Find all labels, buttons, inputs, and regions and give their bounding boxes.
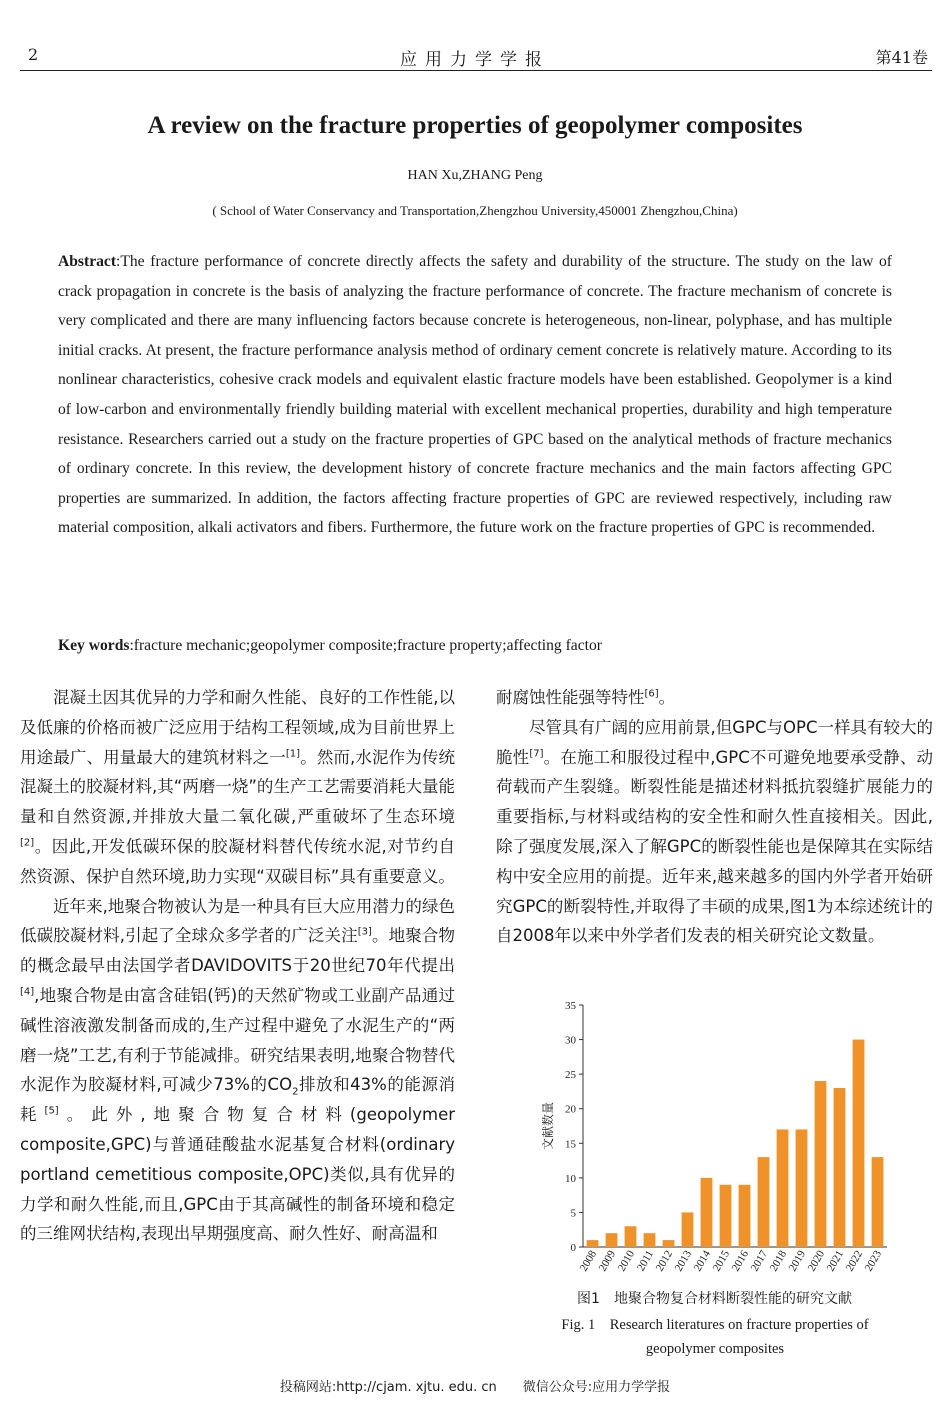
figure-caption-cn: 图1 地聚合物复合材料断裂性能的研究文献 [577, 1291, 852, 1307]
bar [796, 1129, 808, 1247]
x-tick-label: 2008 [577, 1248, 600, 1274]
text-run: 混凝土因其优异的力学和耐久性能、良好的工作性能,以及低廉的价格而被广泛应用于结构工程领域,成为目前世界上用途最广、用量最大的建筑材料之一 [20, 688, 455, 767]
y-tick-label: 5 [570, 1207, 576, 1220]
x-tick-label: 2022 [843, 1248, 866, 1274]
x-tick-label: 2016 [729, 1248, 752, 1274]
text-run: 。然而,水泥作为传统混凝土的胶凝材料,其“两磨一烧”的生产工艺需要消耗大量能量和自然资源,并排放大量二氧化碳,严重破坏了生态环境 [20, 747, 456, 827]
text-run: 尽管具有广阔的应用前景,但GPC与OPC一样具有较大的脆性 [496, 717, 933, 767]
text-run: 耐腐蚀性能强等特性 [496, 688, 645, 707]
bar [720, 1185, 732, 1247]
text-run: 排放和43%的能源消耗 [20, 1075, 455, 1125]
text-run: 。 [658, 688, 676, 707]
figure-caption-en: Fig. 1 Research literatures on fracture properties of geopolymer composites [561, 1317, 869, 1357]
x-tick-label: 2023 [862, 1248, 885, 1274]
x-tick-label: 2011 [634, 1248, 657, 1274]
bar [758, 1157, 770, 1247]
paragraph [496, 713, 933, 951]
bar [872, 1157, 884, 1247]
x-tick-label: 2020 [805, 1248, 828, 1274]
y-tick-label: 0 [570, 1242, 576, 1254]
x-tick-label: 2017 [748, 1248, 771, 1274]
bar [853, 1040, 865, 1247]
text-run: 。此外,地聚合物复合材料(geopolymer composite,GPC)与普通硅酸盐水泥基复合材料(ordinary portland cemetitious composite,OPC)类似,具有优异的力学和耐久性能,而且,GPC由于其高碱性的制备环境和稳定的三维网状结构,表现出早期强度高、耐久性好、耐高温和 [20, 1105, 456, 1244]
citation-ref: [2] [20, 837, 35, 849]
x-tick-label: 2012 [653, 1248, 676, 1274]
text-run: 。地聚合物的概念最早由法国学者DAVIDOVITS于20世纪70年代提出 [20, 926, 455, 976]
text-run: ,地聚合物是由富含硅铝(钙)的天然矿物或工业副产品通过碱性溶液激发制备而成的,生产过程中避免了水泥生产的“两磨一烧”工艺,有利于节能减排。研究结果表明,地聚合物替代水泥作为胶凝材料,可减少73%的CO [20, 985, 455, 1095]
citation-ref: [3] [357, 926, 372, 938]
text-run: 近年来,地聚合物被认为是一种具有巨大应用潜力的绿色低碳胶凝材料,引起了全球众多学者的广泛关注 [20, 896, 455, 946]
x-tick-label: 2018 [767, 1248, 790, 1274]
header-rule [20, 70, 932, 71]
citation-ref: [5] [44, 1105, 59, 1117]
bar [606, 1233, 618, 1247]
citation-ref: [7] [529, 748, 544, 760]
text-run: 。在施工和服役过程中,GPC不可避免地要承受静、动荷载而产生裂缝。断裂性能是描述材料抵抗裂缝扩展能力的重要指标,与材料或结构的安全性和耐久性直接相关。因此,除了强度发展,深入了解GPC的断裂性能也是保障其在实际结构中安全应用的前提。近年来,越来越多的国内外学者开始研究GPC的断裂特性,并取得了丰硕的成果,图1为本综述统计的自2008年以来中外学者们发表的相关研究论文数量。 [496, 747, 933, 946]
bar [777, 1129, 789, 1247]
y-tick-label: 35 [565, 1000, 576, 1012]
keywords-label: Key words [58, 637, 130, 654]
bar [587, 1240, 599, 1247]
abstract-text: :The fracture performance of concrete directly affects the safety and durability of the structure. The study on the law of crack propagation in concrete is the basis of analyzing the fracture performance of concrete. The fracture mechanism of concrete is very complicated and there are many influencing factors because concrete is heterogeneous, non-linear, polyphase, and has multiple initial cracks. At present, the fracture performance analysis method of ordinary cement concrete is relatively mature. According to its nonlinear characteristics, cohesive crack models and equivalent elastic fracture models have been established. Geopolymer is a kind of low-carbon and environmentally friendly building material with excellent mechanical properties, durability and high temperature resistance. Researchers carried out a study on the fracture properties of GPC based on the analytical methods of fracture mechanics of ordinary concrete. In this review, the development history of concrete fracture mechanics and the main factors affecting GPC properties are summarized. In addition, the factors affecting fracture properties of GPC are reviewed respectively, including raw material composition, alkali activators and fibers. Furthermore, the future work on the fracture properties of GPC is recommended. [58, 253, 892, 537]
bar [815, 1081, 827, 1247]
page-number: 2 [28, 45, 39, 64]
volume-label: 第41卷 [875, 48, 928, 67]
y-tick-label: 15 [565, 1138, 576, 1151]
bar [701, 1178, 713, 1247]
page-footer: 投稿网站:http://cjam. xjtu. edu. cn 微信公众号:应用力学学报 [279, 1380, 671, 1395]
bar [739, 1185, 751, 1247]
bar [663, 1240, 675, 1247]
bar [644, 1233, 656, 1247]
right-column [496, 683, 933, 951]
keywords-text: :fracture mechanic;geopolymer composite;fracture property;affecting factor [129, 637, 602, 654]
abstract-label: Abstract [58, 253, 117, 270]
citation-ref: [4] [20, 986, 35, 998]
paragraph [20, 892, 455, 1250]
x-tick-label: 2014 [691, 1248, 714, 1274]
x-tick-label: 2015 [710, 1248, 733, 1274]
abstract [58, 247, 892, 543]
y-tick-label: 20 [565, 1103, 576, 1116]
paragraph [20, 683, 455, 892]
authors: HAN Xu,ZHANG Peng [407, 168, 543, 183]
paper-title: A review on the fracture properties of geopolymer composites [147, 112, 803, 139]
y-axis-label: 文献数量 [541, 1101, 555, 1151]
bar-chart [535, 995, 890, 1285]
text-run: 。因此,开发低碳环保的胶凝材料替代传统水泥,对节约自然资源、保护自然环境,助力实现“双碳目标”具有重要意义。 [20, 836, 455, 886]
x-tick-label: 2021 [824, 1248, 847, 1274]
left-column [20, 683, 455, 1249]
keywords [58, 632, 892, 660]
y-tick-label: 30 [565, 1034, 576, 1047]
bar [682, 1212, 694, 1247]
citation-ref: [1] [285, 748, 301, 760]
subscript: 2 [292, 1086, 299, 1098]
y-tick-label: 10 [565, 1172, 576, 1185]
x-tick-label: 2019 [786, 1248, 809, 1274]
x-tick-label: 2009 [596, 1248, 619, 1274]
citation-ref: [6] [644, 688, 659, 700]
x-tick-label: 2013 [672, 1248, 695, 1274]
x-tick-label: 2010 [615, 1248, 638, 1274]
bar [625, 1226, 637, 1247]
paragraph [496, 683, 933, 713]
y-tick-label: 25 [565, 1069, 576, 1082]
affiliation: ( School of Water Conservancy and Transportation,Zhengzhou University,450001 Zhengzhou,China) [212, 203, 738, 218]
journal-name: 应用力学学报 [400, 50, 550, 70]
bar [834, 1088, 846, 1247]
